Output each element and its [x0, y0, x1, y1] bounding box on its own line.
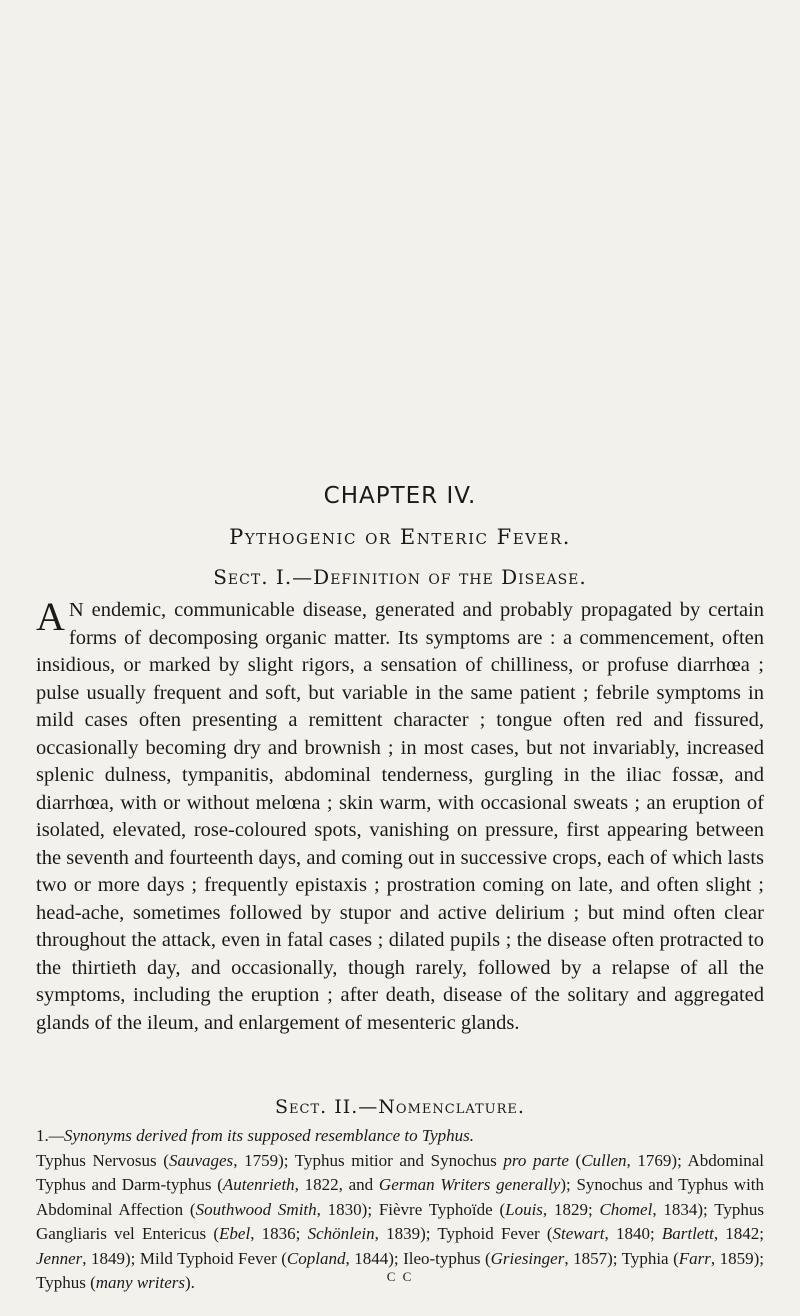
- synonym-year: 1844: [354, 1248, 389, 1268]
- section-1-body: [36, 594, 764, 1037]
- signature-mark: C C: [386, 1269, 414, 1284]
- synonym-source: Ebel: [219, 1224, 251, 1243]
- synonym-source: Chomel: [599, 1199, 653, 1219]
- synonym-qualifier: pro parte: [503, 1150, 569, 1170]
- synonym-name: Typhoid Fever: [437, 1224, 540, 1243]
- synonym-year: 1840: [615, 1224, 650, 1243]
- synonym-source: Cullen: [581, 1150, 627, 1170]
- synonym-year: 1759: [244, 1150, 279, 1170]
- synonym-name: Typhia: [621, 1248, 669, 1268]
- synonym-source: Stewart: [552, 1224, 605, 1243]
- book-page: [36, 0, 764, 1316]
- synonym-year: 1822: [304, 1175, 339, 1194]
- item-heading: —Synonyms derived from its supposed resemblance to Typhus.: [48, 1126, 475, 1145]
- chapter-heading: CHAPTER IV.: [323, 483, 477, 509]
- synonym-name: Ileo-typhus: [403, 1248, 481, 1268]
- synonym-year: 1830: [327, 1199, 362, 1219]
- synonym-year: 1769: [637, 1150, 672, 1170]
- synonym-source: many writers: [95, 1273, 185, 1292]
- synonym-year: 1859: [719, 1248, 754, 1268]
- synonym-source: Jenner: [36, 1248, 83, 1268]
- synonym-year: 1842: [725, 1224, 760, 1243]
- synonym-source: Schönlein: [307, 1224, 375, 1243]
- drop-cap: A: [36, 594, 65, 639]
- synonym-name: Mild Typhoid Fever: [139, 1248, 277, 1268]
- synonym-name: Typhus Nervosus: [36, 1150, 157, 1170]
- section-1-heading: Sect. I.—Definition of the Disease.: [213, 565, 587, 589]
- synonym-year: 1829: [553, 1199, 588, 1219]
- synonym-source: Copland: [286, 1248, 346, 1268]
- synonym-year: 1834: [663, 1199, 698, 1219]
- synonym-year: 1839: [386, 1224, 421, 1243]
- synonym-name: Synochus and Typhus with Abdominal Affection: [36, 1175, 765, 1219]
- synonym-list-heading: [36, 1124, 764, 1149]
- synonym-source: Louis: [505, 1199, 543, 1219]
- synonym-year: 1857: [573, 1248, 608, 1268]
- synonym-source: Southwood Smith: [195, 1199, 317, 1219]
- section-1-text: N endemic, communicable disease, generated and probably propagated by certain forms of decomposing organic matter. Its symptoms are : a commencement, often insidious, or marked by slight rigors, a sensation of chilliness, or profuse diarrhœa ; pulse usually frequent and soft, but variable in the same patient ; febrile symptoms in mild cases often presenting a remittent character ; tongue often red and fissured, occasionally becoming dry and brownish ; in most cases, but not invariably, increased splenic dulness, tympanitis, abdominal tenderness, gurgling in the iliac fossæ, and diarrhœa, with or without melœna ; skin warm, with occasional sweats ; an eruption of isolated, elevated, rose-coloured spots, vanishing on pressure, first appearing between the seventh and fourteenth days, and coming out in successive crops, each of which lasts two or more days ; frequently epistaxis ; prostration coming on late, and often slight ; head-ache, sometimes followed by stupor and active delirium ; but mind often clear throughout the attack, even in fatal cases ; dilated pupils ; the disease often protracted to the thirtieth day, and occasionally, though rarely, followed by a relapse of all the symptoms, including the eruption ; after death, disease of the solitary and aggregated glands of the ileum, and enlargement of mesenteric glands.: [36, 599, 764, 1034]
- synonym-connector: and: [348, 1175, 374, 1194]
- synonym-source: Griesinger: [490, 1248, 565, 1268]
- synonym-name: Fièvre Typhoïde: [378, 1199, 493, 1219]
- synonym-name: Typhus mitior and Synochus: [294, 1150, 497, 1170]
- synonym-name: Typhus: [36, 1273, 86, 1292]
- synonym-year: 1849: [91, 1248, 125, 1268]
- section-2-heading: Sect. II.—Nomenclature.: [275, 1096, 525, 1118]
- synonym-source: Autenrieth: [222, 1175, 295, 1194]
- synonym-name: Abdominal Typhus and Darm-typhus: [36, 1150, 765, 1194]
- synonym-source: Farr: [678, 1248, 711, 1268]
- chapter-title: Pythogenic or Enteric Fever.: [229, 525, 571, 549]
- item-number: 1.: [36, 1126, 49, 1145]
- synonym-source: Bartlett: [661, 1224, 714, 1243]
- synonym-name: Typhus Gangliaris vel Entericus: [36, 1199, 765, 1243]
- synonym-year: 1836: [261, 1224, 296, 1243]
- synonym-source: Sauvages: [168, 1150, 234, 1170]
- synonym-source: German Writers generally: [378, 1175, 561, 1194]
- synonym-entries: Typhus Nervosus (Sauvages, 1759); Typhus mitior and Synochus pro parte (Cullen, 1769); Abdominal Typhus and Darm-typhus (Autenrieth, 1822, and German Writers generally); Synochus and Typhus with Abdominal Affection (Southwood Smith, 1830); Fièvre Typhoïde (Louis, 1829; Chomel, 1834); Typhus Gangliaris vel Entericus (Ebel, 1836; Schönlein, 1839); Typhoid Fever (Stewart, 1840; Bartlett, 1842; Jenner, 1849); Mild Typhoid Fever (Copland, 1844); Ileo-typhus (Griesinger, 1857); Typhia (Farr, 1859); Typhus (many writers).: [36, 1150, 765, 1292]
